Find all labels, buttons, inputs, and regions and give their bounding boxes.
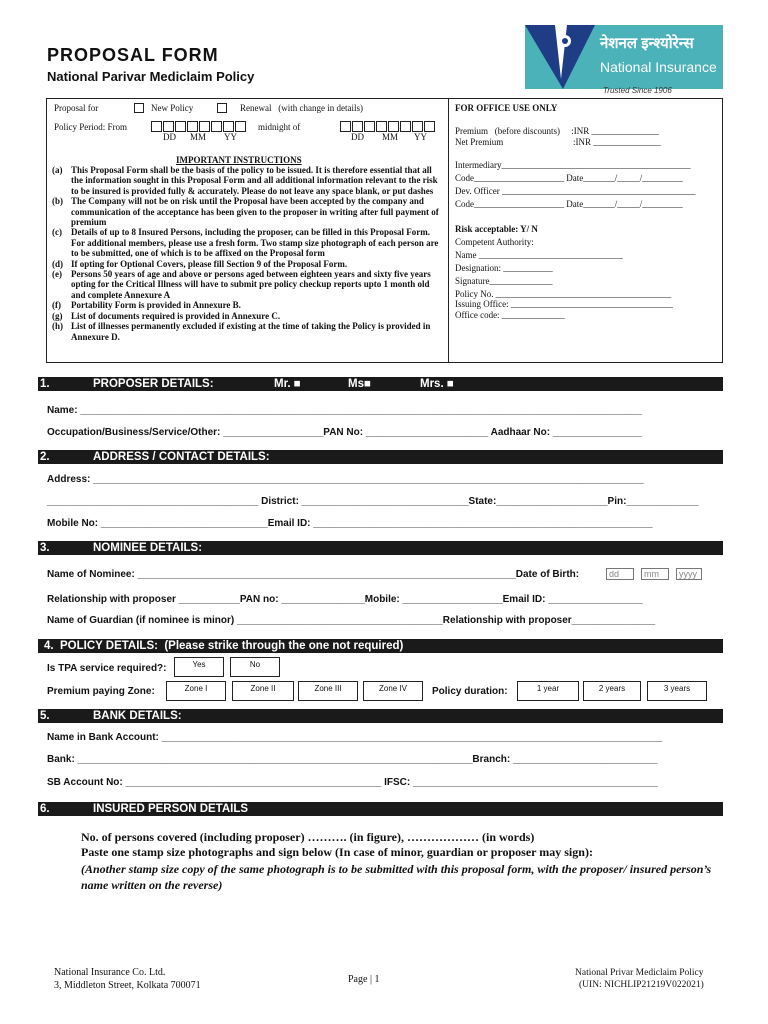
section-1-number: 1. — [40, 378, 50, 390]
instruction-text: Persons 50 years of age and above or persons aged between eighteen years and sixty five years opting for the Critical Illness will have to submit pre policy checkup reports upto 1 month old and complete Annexure A — [71, 269, 431, 300]
proposer-name-field[interactable]: Name: _____________________________________________________________________________________________________ — [47, 405, 643, 416]
bank-account-name-field[interactable]: Name in Bank Account: __________________________________________________________________________________________ — [47, 732, 663, 743]
section-2-number: 2. — [40, 451, 50, 463]
instruction-item — [52, 321, 444, 342]
tpa-no-option[interactable]: No — [230, 657, 280, 677]
office-issuing-office: Issuing Office: ____________________________________ — [455, 299, 673, 309]
office-risk: Risk acceptable: Y/ N — [455, 224, 538, 234]
paste-photo-line: Paste one stamp size photographs and sign below (In case of minor, guardian or proposer may sign): — [81, 845, 593, 859]
proposer-occupation-field[interactable]: Occupation/Business/Service/Other: __________________PAN No: ______________________ Aadhaar No: ________________ — [47, 427, 642, 438]
company-logo — [525, 25, 723, 89]
peacock-emblem-icon — [525, 25, 595, 89]
mrs-option[interactable]: Mrs. ■ — [420, 378, 454, 390]
page-subtitle: National Parivar Mediclaim Policy — [47, 69, 255, 84]
section-1-header — [38, 377, 723, 391]
section-3-header — [38, 541, 723, 555]
persons-covered-line: No. of persons covered (including proposer) ………. (in figure), ……………… (in words) — [81, 830, 535, 844]
section-1-title: PROPOSER DETAILS: — [93, 378, 214, 390]
office-premium: Premium (before discounts) :INR _______________ — [455, 126, 659, 136]
new-policy-checkbox[interactable] — [134, 103, 144, 113]
top-section-divider — [448, 98, 449, 363]
zone-4-option[interactable]: Zone IV — [363, 681, 423, 701]
footer-page-number: Page | 1 — [348, 974, 380, 985]
section-5-header — [38, 709, 723, 723]
instruction-item — [52, 311, 444, 321]
from-mm-label: MM — [190, 132, 207, 142]
zone-1-option[interactable]: Zone I — [166, 681, 226, 701]
district-state-pin-field[interactable]: ______________________________________ District: ______________________________State:____________________Pin:_____________ — [47, 496, 699, 507]
office-dev-officer: Dev. Officer ___________________________________________ — [455, 186, 696, 196]
instruction-text: If opting for Optional Covers, please fill Section 9 of the Proposal Form. — [71, 258, 348, 269]
to-yy-label: YY — [414, 132, 427, 142]
section-6-title: INSURED PERSON DETAILS — [93, 803, 249, 815]
zone-label: Premium paying Zone: — [47, 686, 155, 697]
office-name: Name ________________________________ — [455, 250, 623, 260]
duration-1-year-option[interactable]: 1 year — [517, 681, 579, 701]
instruction-key: (e) — [52, 269, 62, 280]
nominee-dob-month[interactable]: mm — [641, 568, 669, 580]
renewal-checkbox[interactable] — [217, 103, 227, 113]
from-yy-label: YY — [224, 132, 237, 142]
instruction-item — [52, 269, 444, 300]
logo-english-text: National Insurance — [600, 59, 717, 75]
instructions-list — [52, 165, 444, 342]
instruction-text: The Company will not be on risk until the Proposal have been accepted by the company and communication of the acceptance has been given to the proposer in writing after full payment of premium — [71, 196, 439, 228]
instruction-item — [52, 196, 444, 227]
instruction-text: List of illnesses permanently excluded if existing at the time of taking the Policy is provided in Annexure D. — [71, 321, 431, 342]
instruction-item — [52, 165, 444, 196]
instructions-heading: IMPORTANT INSTRUCTIONS — [176, 155, 302, 165]
office-intermediary: Intermediary__________________________________________ — [455, 160, 691, 170]
footer-uin: (UIN: NICHLIP21219V022021) — [579, 980, 704, 990]
instruction-item — [52, 259, 444, 269]
office-code-1: Code____________________ Date_______/_____/_________ — [455, 173, 683, 183]
nominee-name-field[interactable]: Name of Nominee: ____________________________________________________________________Date of Birth: — [47, 569, 580, 580]
section-3-title: NOMINEE DETAILS: — [93, 542, 203, 554]
instruction-key: (c) — [52, 227, 62, 238]
instruction-key: (d) — [52, 258, 63, 269]
zone-2-option[interactable]: Zone II — [232, 681, 294, 701]
section-2-title: ADDRESS / CONTACT DETAILS: — [93, 451, 270, 463]
instruction-key: (g) — [52, 310, 63, 321]
bank-branch-field[interactable]: Bank: _______________________________________________________________________Branch: __________________________ — [47, 754, 658, 765]
policy-period-label: Policy Period: From — [54, 122, 128, 132]
logo-hindi-text: नेशनल इन्श्योरेन्स — [600, 35, 694, 52]
section-5-number: 5. — [40, 710, 50, 722]
section-6-header — [38, 802, 723, 816]
office-net-premium: Net Premium :INR _______________ — [455, 137, 661, 147]
duration-label: Policy duration: — [432, 686, 508, 697]
from-dd-label: DD — [163, 132, 176, 142]
instruction-text: This Proposal Form shall be the basis of the policy to be issued. It is therefore essential that all the information sought in this Proposal Form and all additional information relevant to the risk to be insured is provided fully & accurately. Please do not leave any space blank, or put dashes — [71, 165, 438, 196]
zone-3-option[interactable]: Zone III — [298, 681, 358, 701]
proposal-for-label: Proposal for — [54, 103, 99, 113]
page-title: PROPOSAL FORM — [47, 45, 219, 65]
address-field[interactable]: Address: ___________________________________________________________________________________________________ — [47, 474, 644, 485]
mobile-email-field[interactable]: Mobile No: ______________________________Email ID: _____________________________________________________________ — [47, 518, 653, 529]
nominee-relationship-field[interactable]: Relationship with proposer ___________PAN no: _______________Mobile: __________________Email ID: _________________ — [47, 594, 643, 605]
sb-account-ifsc-field[interactable]: SB Account No: ______________________________________________ IFSC: ____________________________________________ — [47, 777, 658, 788]
instruction-text: Portability Form is provided in Annexure B. — [71, 300, 241, 311]
to-mm-label: MM — [382, 132, 399, 142]
footer-address: 3, Middleton Street, Kolkata 700071 — [54, 980, 201, 991]
duration-3-years-option[interactable]: 3 years — [647, 681, 707, 701]
ms-option[interactable]: Ms■ — [348, 378, 371, 390]
footer-policy-name: National Privar Mediclaim Policy — [575, 968, 704, 978]
office-policy-no: Policy No. _______________________________________ — [455, 289, 672, 299]
mr-option[interactable]: Mr. ■ — [274, 378, 301, 390]
office-use-heading: FOR OFFICE USE ONLY — [455, 103, 558, 113]
nominee-dob-day[interactable]: dd — [606, 568, 634, 580]
office-code: Office code: ______________ — [455, 310, 565, 320]
section-5-title: BANK DETAILS: — [93, 710, 182, 722]
duration-2-years-option[interactable]: 2 years — [583, 681, 641, 701]
office-code-2: Code____________________ Date_______/_____/_________ — [455, 199, 683, 209]
logo-tagline: Trusted Since 1906 — [603, 86, 672, 95]
new-policy-label: New Policy — [151, 103, 194, 113]
midnight-of-label: midnight of — [258, 122, 301, 132]
office-authority: Competent Authority: — [455, 237, 534, 247]
instruction-key: (b) — [52, 196, 63, 207]
instruction-item — [52, 227, 444, 258]
section-3-number: 3. — [40, 542, 50, 554]
section-4-title: 4. POLICY DETAILS: (Please strike through the one not required) — [44, 640, 404, 652]
office-designation: Designation: ___________ — [455, 263, 553, 273]
instruction-text: Details of up to 8 Insured Persons, including the proposer, can be filled in this Proposal Form. For additional members, please use a fresh form. Two stamp size photograph of each person are to be submitted, one of which is to be affixed on the Proposal form — [71, 227, 439, 259]
instruction-text: List of documents required is provided in Annexure C. — [71, 310, 281, 321]
to-dd-label: DD — [351, 132, 364, 142]
section-4-header — [38, 639, 723, 653]
instruction-key: (h) — [52, 321, 63, 332]
section-2-header — [38, 450, 723, 464]
photo-note: (Another stamp size copy of the same photograph is to be submitted with this proposal form, with the proposer/ insured person’s name written on the reverse) — [81, 862, 712, 892]
tpa-yes-option[interactable]: Yes — [174, 657, 224, 677]
instruction-key: (f) — [52, 300, 61, 311]
instruction-key: (a) — [52, 165, 63, 175]
section-6-number: 6. — [40, 803, 50, 815]
guardian-field[interactable]: Name of Guardian (if nominee is minor) _____________________________________Relationship with proposer_______________ — [47, 615, 656, 626]
tpa-label: Is TPA service required?: — [47, 663, 167, 674]
office-signature: Signature______________ — [455, 276, 553, 286]
footer-company: National Insurance Co. Ltd. — [54, 967, 166, 978]
instruction-item — [52, 300, 444, 310]
renewal-label: Renewal (with change in details) — [240, 103, 363, 113]
nominee-dob-year[interactable]: yyyy — [676, 568, 702, 580]
